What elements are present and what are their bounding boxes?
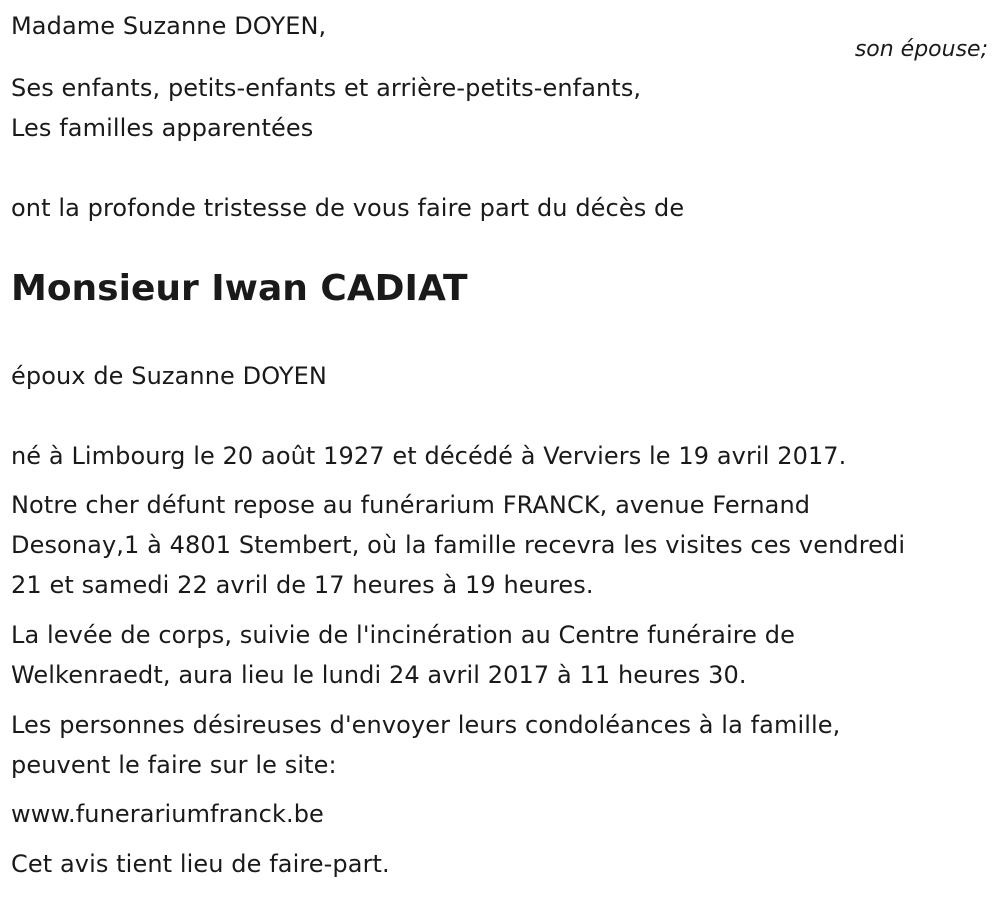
birth-death-line: né à Limbourg le 20 août 1927 et décédé à Verviers le 19 avril 2017. bbox=[11, 442, 847, 470]
ceremony-line-1: La levée de corps, suivie de l'incinération au Centre funéraire de bbox=[11, 621, 795, 649]
visitation-line-2: Desonay,1 à 4801 Stembert, où la famille recevra les visites ces vendredi bbox=[11, 531, 906, 559]
families-line: Les familles apparentées bbox=[11, 114, 314, 142]
visitation-line-3: 21 et samedi 22 avril de 17 heures à 19 heures. bbox=[11, 571, 594, 599]
closing-line: Cet avis tient lieu de faire-part. bbox=[11, 850, 390, 878]
children-line: Ses enfants, petits-enfants et arrière-petits-enfants, bbox=[11, 74, 642, 102]
spouse-role: son épouse; bbox=[854, 37, 988, 62]
spouse-of-line: époux de Suzanne DOYEN bbox=[11, 362, 327, 390]
visitation-line-1: Notre cher défunt repose au funérarium FRANCK, avenue Fernand bbox=[11, 491, 811, 519]
deceased-name: Monsieur Iwan CADIAT bbox=[11, 268, 468, 309]
announcement-line: ont la profonde tristesse de vous faire part du décès de bbox=[11, 194, 685, 222]
spouse-name: Madame Suzanne DOYEN, bbox=[11, 12, 327, 40]
website-link: www.funerariumfranck.be bbox=[11, 800, 324, 828]
condolences-line-1: Les personnes désireuses d'envoyer leurs condoléances à la famille, bbox=[11, 711, 841, 739]
ceremony-line-2: Welkenraedt, aura lieu le lundi 24 avril 2017 à 11 heures 30. bbox=[11, 661, 747, 689]
condolences-line-2: peuvent le faire sur le site: bbox=[11, 751, 337, 779]
